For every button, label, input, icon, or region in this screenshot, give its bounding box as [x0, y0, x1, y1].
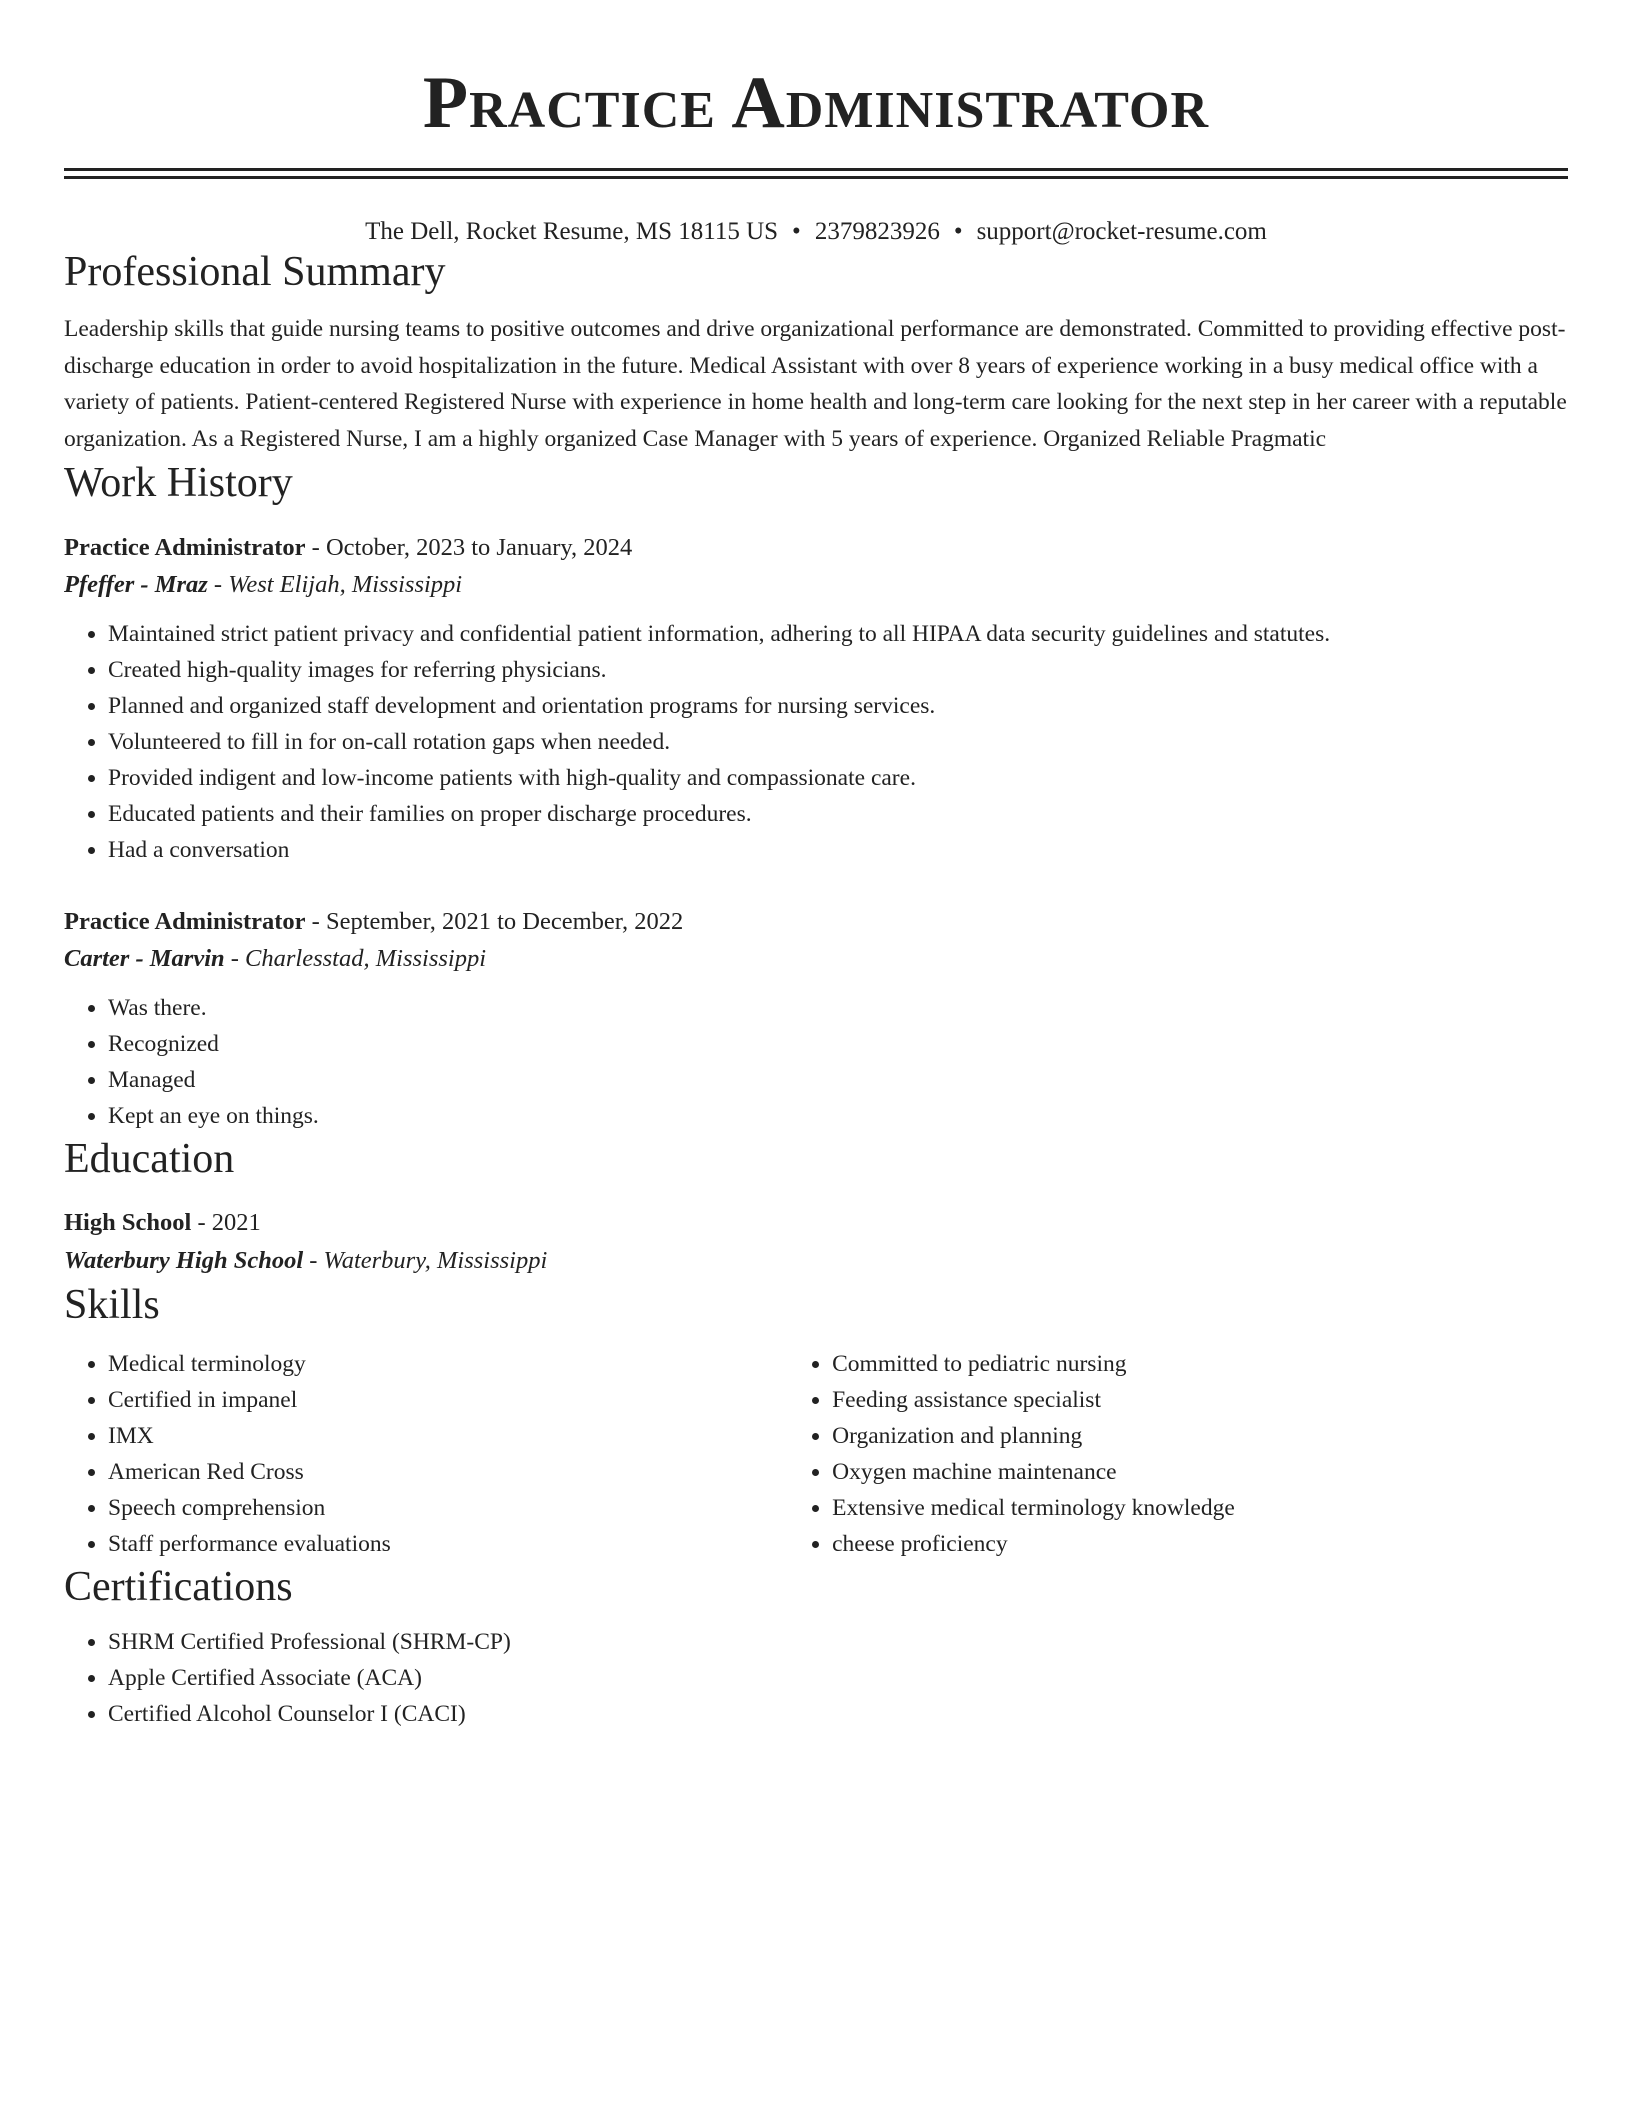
- job-dates: - October, 2023 to January, 2024: [305, 533, 633, 561]
- certification-item: • Apple Certified Associate (ACA): [108, 1660, 1568, 1696]
- work-history-heading: Work History: [64, 459, 293, 506]
- summary-text: Leadership skills that guide nursing teams to positive outcomes and drive organizational performance are demonstrated. Committed to providing effective post-discharge education in order to avoid hospitalization in the future. Medical Assistant with over 8 years of experience working in a busy medical office with a variety of patients. Patient-centered Registered Nurse with experience in home health and long-term care looking for the next step in her career with a reputable organization. As a Registered Nurse, I am a highly organized Case Manager with 5 years of experience. Organized Reliable Pragmatic: [64, 316, 1567, 453]
- list-item: • Volunteered to fill in for on-call rotation gaps when needed.: [108, 724, 1568, 760]
- skill-item: • Oxygen machine maintenance: [832, 1454, 1568, 1490]
- skill-item: • Extensive medical terminology knowledge: [832, 1490, 1568, 1526]
- resume-page: [64, 0, 1568, 1732]
- skill-item: • Certified in impanel: [108, 1382, 788, 1418]
- list-item: • Kept an eye on things.: [108, 1098, 1568, 1134]
- certification-item: • Certified Alcohol Counselor I (CACI): [108, 1696, 1568, 1732]
- job-title-line: [64, 530, 1568, 566]
- header-divider-bottom: [64, 176, 1568, 179]
- employer-name: Pfeffer - Mraz: [64, 570, 208, 598]
- page-title: Practice Administrator: [422, 62, 1210, 144]
- skills-list-right: [788, 1346, 1568, 1562]
- school-name: Waterbury High School: [64, 1246, 304, 1274]
- list-item: • Was there.: [108, 990, 1568, 1026]
- contact-address: The Dell, Rocket Resume, MS 18115 US: [365, 218, 779, 245]
- list-item: • Planned and organized staff development and orientation programs for nursing services.: [108, 688, 1568, 724]
- job-title: Practice Administrator: [64, 533, 306, 561]
- skill-item: • Organization and planning: [832, 1418, 1568, 1454]
- skills-grid: [64, 1346, 1568, 1562]
- skill-item: • Feeding assistance specialist: [832, 1382, 1568, 1418]
- skills-list-left: [64, 1346, 788, 1562]
- summary-heading: Professional Summary: [64, 249, 446, 295]
- degree: High School: [64, 1208, 192, 1236]
- skills-heading: Skills: [64, 1281, 160, 1328]
- list-item: • Educated patients and their families on proper discharge procedures.: [108, 796, 1568, 832]
- contact-separator: •: [953, 218, 963, 245]
- list-item: • Had a conversation: [108, 832, 1568, 868]
- employer-location: - Charlesstad, Mississippi: [224, 944, 487, 972]
- employer-name: Carter - Marvin: [64, 944, 225, 972]
- certification-item: • SHRM Certified Professional (SHRM-CP): [108, 1624, 1568, 1660]
- job-dates: - September, 2021 to December, 2022: [305, 907, 684, 935]
- list-item: • Recognized: [108, 1026, 1568, 1062]
- employer-line: [64, 566, 1568, 604]
- skill-item: • Speech comprehension: [108, 1490, 788, 1526]
- school-line: [64, 1242, 1568, 1280]
- contact-email: support@rocket-resume.com: [976, 218, 1267, 245]
- graduation-year: - 2021: [191, 1208, 261, 1236]
- job-duties-list: [64, 990, 1568, 1134]
- job-title: Practice Administrator: [64, 907, 306, 935]
- contact-line: [64, 217, 1568, 247]
- contact-phone: 2379823926: [814, 218, 940, 245]
- skill-item: • Medical terminology: [108, 1346, 788, 1382]
- certifications-list: [64, 1624, 1568, 1732]
- degree-line: [64, 1204, 1568, 1242]
- list-item: • Provided indigent and low-income patients with high-quality and compassionate care.: [108, 760, 1568, 796]
- skill-item: • Staff performance evaluations: [108, 1526, 788, 1562]
- list-item: • Managed: [108, 1062, 1568, 1098]
- skill-item: • American Red Cross: [108, 1454, 788, 1490]
- list-item: • Maintained strict patient privacy and confidential patient information, adhering to all HIPAA data security guidelines and statutes.: [108, 616, 1568, 652]
- skill-item: • Committed to pediatric nursing: [832, 1346, 1568, 1382]
- contact-separator: •: [792, 218, 801, 245]
- job-title-line: [64, 904, 1568, 940]
- job-duties-list: [64, 616, 1568, 868]
- header-divider-top: [64, 168, 1568, 171]
- employer-line: [64, 940, 1568, 978]
- employer-location: - West Elijah, Mississippi: [207, 570, 463, 598]
- certifications-heading: Certifications: [64, 1563, 293, 1610]
- school-location: - Waterbury, Mississippi: [303, 1246, 548, 1274]
- skill-item: • IMX: [108, 1418, 788, 1454]
- list-item: • Created high-quality images for referring physicians.: [108, 652, 1568, 688]
- skill-item: • cheese proficiency: [832, 1526, 1568, 1562]
- education-heading: Education: [64, 1135, 235, 1182]
